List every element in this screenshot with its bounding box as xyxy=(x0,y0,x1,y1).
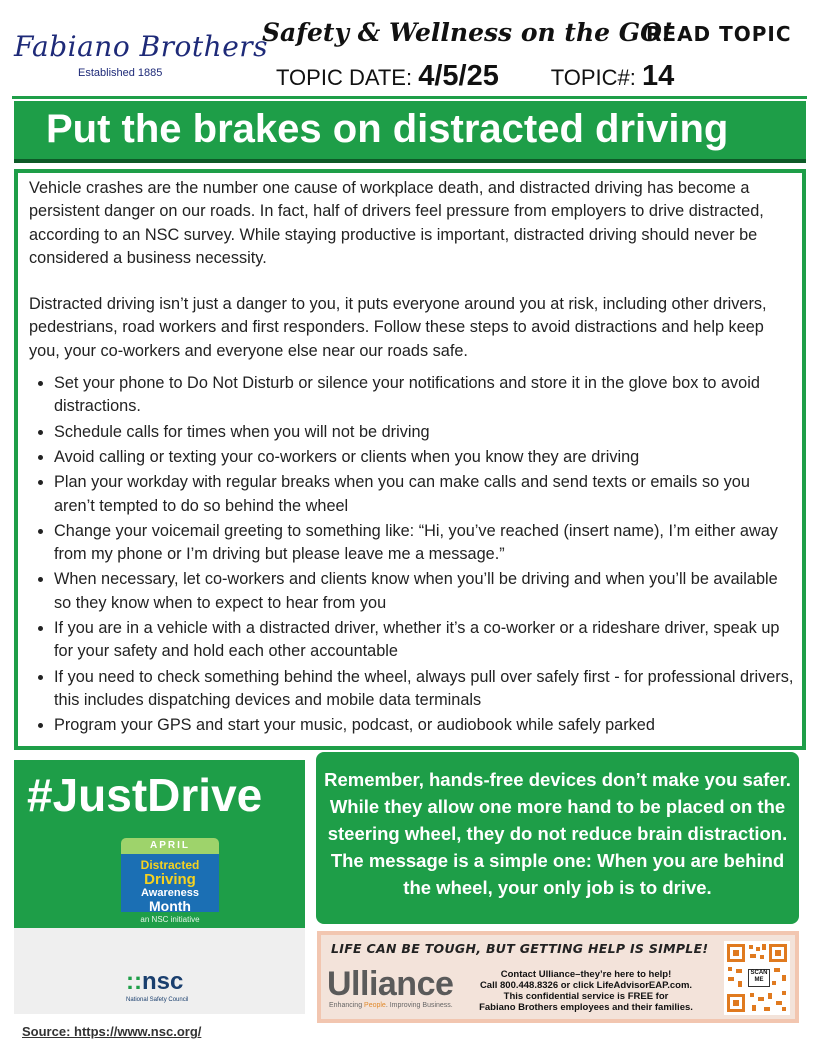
title-banner xyxy=(14,101,806,163)
eap-banner xyxy=(317,931,799,1023)
page-title: Put the brakes on distracted driving xyxy=(46,107,729,151)
company-established: Established 1885 xyxy=(78,67,163,79)
topic-number: 14 xyxy=(642,60,675,92)
contact-line: Fabiano Brothers employees and their families. xyxy=(479,1002,693,1013)
contact-line: This confidential service is FREE for xyxy=(503,991,669,1002)
nsc-subtitle: National Safety Council xyxy=(126,997,189,1003)
badge-month: APRIL xyxy=(121,838,219,854)
list-item: • Plan your workday with regular breaks when you can make calls and send texts or emails so you aren’t tempted to do so behind the wheel xyxy=(54,471,794,518)
badge-line: Awareness xyxy=(141,887,199,899)
series-title: Safety & Wellness on the GO! xyxy=(262,18,673,47)
nsc-logo: ::nsc xyxy=(126,968,184,995)
article-body xyxy=(14,169,806,750)
read-topic-label: READ TOPIC xyxy=(646,22,792,46)
ulliance-logo: Ulliance xyxy=(327,965,454,1003)
qr-code-icon[interactable] xyxy=(724,941,790,1015)
intro-paragraph: Vehicle crashes are the number one cause of workplace death, and distracted driving has become a persistent danger on our roads. In fact, half of drivers feel pressure from employers to drive distracted, according to an NSC survey. While staying productive is important, distracted driving should never be considered a business necessity. xyxy=(29,179,764,267)
steps-list xyxy=(18,372,802,737)
badge-body xyxy=(121,854,219,912)
list-item: • Program your GPS and start your music, podcast, or audiobook while safely parked xyxy=(54,714,794,737)
reminder-callout xyxy=(316,752,799,924)
badge-line: Driving xyxy=(144,871,196,888)
eap-contact xyxy=(466,969,706,1013)
ulliance-tagline xyxy=(329,1002,453,1009)
campaign-panel xyxy=(14,760,305,928)
risk-paragraph: Distracted driving isn’t just a danger to you, it puts everyone around you at risk, including other drivers, pedestrians, road workers and first responders. Follow these steps to avoid distractions and help keep you, your co-workers and everyone else near our roads safe. xyxy=(29,295,767,360)
scan-me-label: SCAN ME xyxy=(748,969,770,987)
list-item: • If you need to check something behind the wheel, always pull over safely first - for professional drivers, this includes dispatching devices and mobile data terminals xyxy=(54,666,794,713)
company-logo: Fabiano Brothers xyxy=(14,30,269,63)
campaign-hashtag: #JustDrive xyxy=(27,769,263,821)
list-item: • Set your phone to Do Not Disturb or silence your notifications and store it in the glove box to avoid distractions. xyxy=(54,372,794,419)
topic-number-label: TOPIC#: xyxy=(550,65,636,90)
list-item: • When necessary, let co-workers and clients know when you’ll be driving and when you’ll be available so they know when to expect to hear from you xyxy=(54,568,794,615)
source-link[interactable]: Source: https://www.nsc.org/ xyxy=(22,1024,202,1039)
awareness-month-badge xyxy=(121,838,219,928)
contact-line: Contact Ulliance–they’re here to help! xyxy=(500,969,672,980)
list-item: • Avoid calling or texting your co-workers or clients when you know they are driving xyxy=(54,446,794,469)
badge-line: Distracted xyxy=(140,858,200,872)
tagline-text: . Improving Business. xyxy=(385,1002,453,1009)
nsc-logo-strip xyxy=(14,928,305,1014)
tagline-text: Enhancing xyxy=(329,1002,365,1009)
list-item: • Schedule calls for times when you will not be driving xyxy=(54,421,794,444)
badge-line: Month xyxy=(149,898,191,914)
callout-text: Remember, hands-free devices don’t make you safer. While they allow one more hand to be placed on the steering wheel, they do not reduce brain distraction. The message is a simple one: When you are behind the wheel, your only job is to drive. xyxy=(324,769,791,898)
eap-inner xyxy=(321,935,795,1019)
list-item: • If you are in a vehicle with a distracted driver, whether it’s a co-worker or a rideshare driver, speak up for your safety and hold each other accountable xyxy=(54,617,794,664)
topic-date: 4/5/25 xyxy=(418,60,499,92)
list-item: • Change your voicemail greeting to something like: “Hi, you’ve reached (insert name), I’m either away from my phone or I’m driving but please leave me a message.” xyxy=(54,520,794,567)
badge-footer: an NSC initiative xyxy=(140,915,200,924)
topic-info xyxy=(276,60,674,93)
topic-date-label: TOPIC DATE: xyxy=(276,65,413,90)
contact-line[interactable]: Call 800.448.8326 or click LifeAdvisorEAP.com. xyxy=(479,980,693,991)
tagline-highlight: People xyxy=(364,1002,386,1009)
eap-headline: LIFE CAN BE TOUGH, BUT GETTING HELP IS SIMPLE! xyxy=(331,941,709,956)
header-divider xyxy=(12,96,807,99)
nsc-logo-text: nsc xyxy=(141,968,184,995)
